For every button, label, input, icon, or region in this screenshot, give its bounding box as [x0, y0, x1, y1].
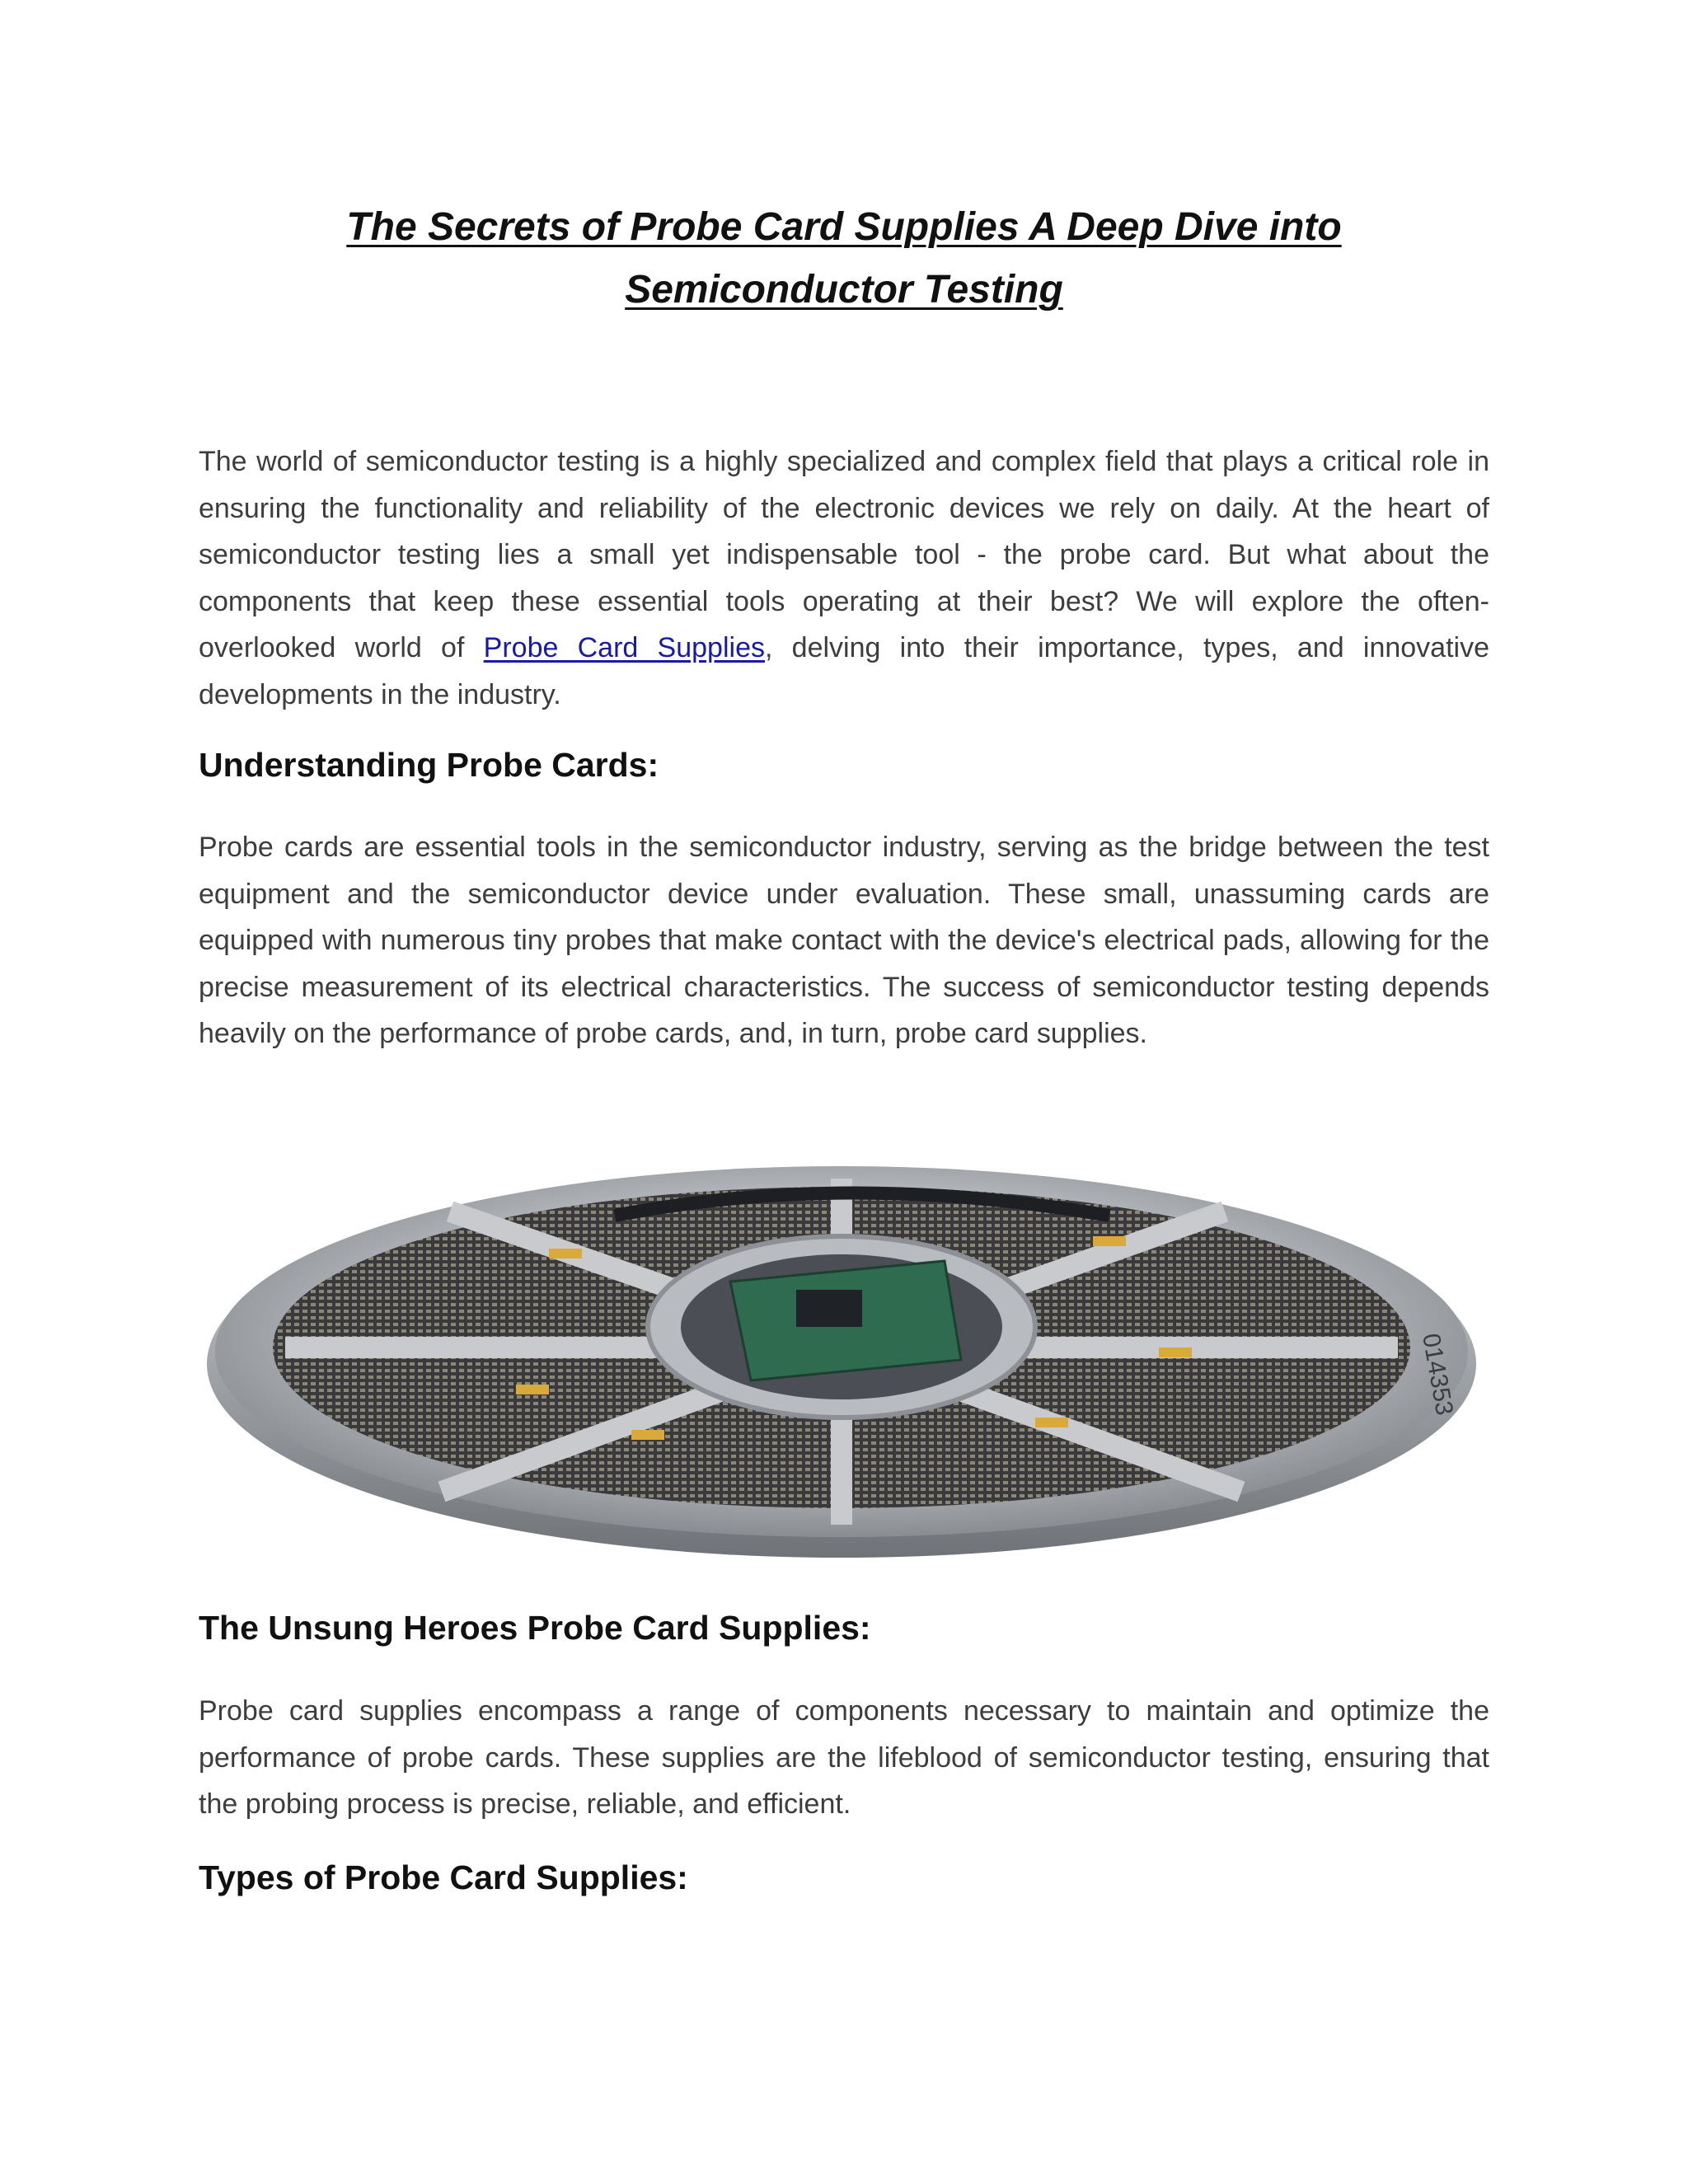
intro-paragraph [199, 438, 1489, 718]
section-body-understanding: Probe cards are essential tools in the semiconductor industry, serving as the bridge between the test equipment and the semiconductor device under evaluation. These small, unassuming cards are equipped with numerous tiny probes that make contact with the device's electrical pads, allowing for the precise measurement of its electrical characteristics. The success of semiconductor testing depends heavily on the performance of probe cards, and, in turn, probe card supplies. [199, 832, 1489, 1049]
intro-text-after-link: , delving into their importance, types, and innovative developments in the industry. [199, 632, 1489, 710]
probe-card-illustration [203, 1137, 1480, 1566]
section-body-unsung-heroes: Probe card supplies encompass a range of components necessary to maintain and optimize the performance of probe cards. These supplies are the lifeblood of semiconductor testing, ensuring that the probing process is precise, reliable, and efficient. [199, 1695, 1489, 1820]
section-heading-understanding: Understanding Probe Cards: [199, 746, 659, 784]
page-title: The Secrets of Probe Card Supplies A Deep Dive into Semiconductor Testing [346, 205, 1342, 312]
probe-card-supplies-link[interactable]: Probe Card Supplies [483, 632, 765, 663]
probe-card-image [203, 1137, 1480, 1566]
section-heading-types: Types of Probe Card Supplies: [199, 1858, 688, 1896]
section-heading-unsung-heroes: The Unsung Heroes Probe Card Supplies: [199, 1609, 871, 1647]
board-chip [796, 1290, 862, 1327]
intro-text-before-link: The world of semiconductor testing is a highly specialized and complex field that plays a critical role in ensuring the functionality and reliability of the electronic devices we rely on daily. At the heart of semiconductor testing lies a small yet indispensable tool - the probe card. But what about the components that keep these essential tools operating at their best? We will explore the often-overlooked world of [199, 446, 1489, 663]
plate-label: 014353 [1417, 1331, 1458, 1418]
